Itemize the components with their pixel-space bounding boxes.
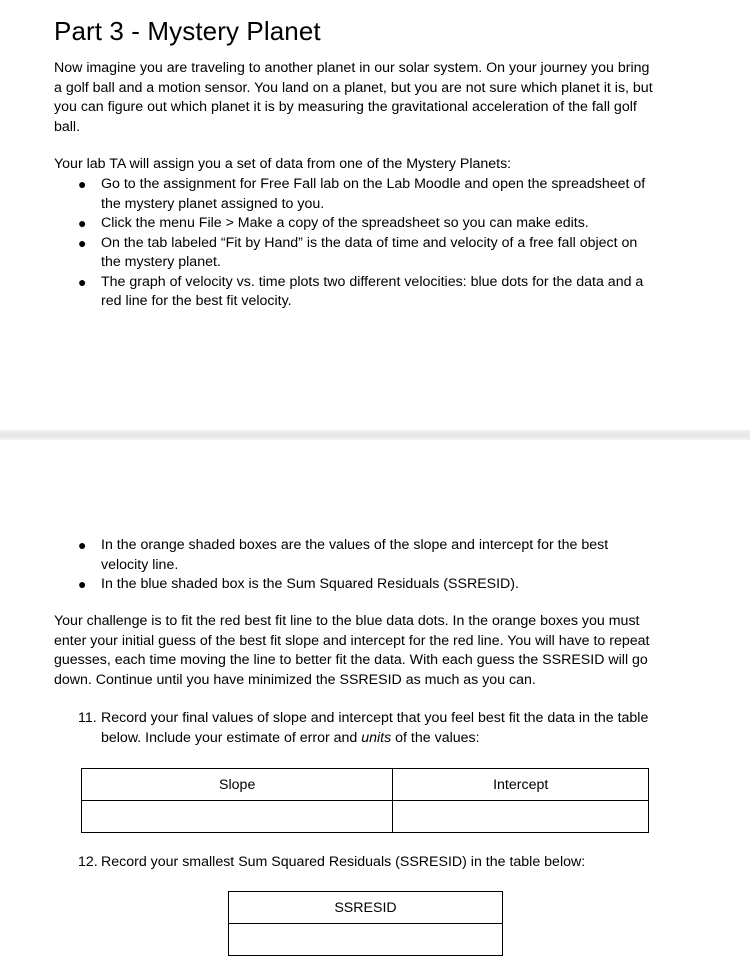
list-item: ● Go to the assignment for Free Fall lab on the Lab Moodle and open the spreadsheet of the mystery planet assigned to you. xyxy=(78,176,646,212)
bullet-icon: ● xyxy=(78,234,87,251)
challenge-line: guesses, each time moving the line to better fit the data. With each guess the SSRESID will go xyxy=(54,652,648,668)
intro-paragraph xyxy=(54,59,694,137)
ssresid-header: SSRESID xyxy=(229,892,503,924)
intro-line: Now imagine you are traveling to another planet in our solar system. On your journey you bring xyxy=(54,60,650,76)
slope-value-cell[interactable] xyxy=(82,801,393,833)
challenge-line: Your challenge is to fit the red best fit line to the blue data dots. In the orange boxes you must xyxy=(54,613,640,629)
question-number: 12. xyxy=(78,854,98,870)
page-1 xyxy=(0,0,750,430)
intro-line: you can figure out which planet it is by measuring the gravitational acceleration of the fall golf xyxy=(54,99,637,115)
slope-header: Slope xyxy=(82,769,393,801)
list-item: ● The graph of velocity vs. time plots two different velocities: blue dots for the data and a red line for the best fit velocity. xyxy=(78,273,644,309)
challenge-paragraph xyxy=(54,612,694,690)
list-item: ● In the orange shaded boxes are the values of the slope and intercept for the best velocity line. xyxy=(78,537,609,573)
intro-line: ball. xyxy=(54,118,81,135)
bullet-icon: ● xyxy=(78,273,87,290)
bullet-icon: ● xyxy=(78,176,87,192)
page-separator xyxy=(0,430,750,440)
list-item: ● In the blue shaded box is the Sum Squared Residuals (SSRESID). xyxy=(78,575,698,595)
instruction-list xyxy=(78,175,698,312)
shaded-box-list xyxy=(78,536,698,595)
intercept-header: Intercept xyxy=(393,769,649,801)
ssresid-table xyxy=(228,891,503,956)
assign-paragraph: Your lab TA will assign you a set of data from one of the Mystery Planets: xyxy=(54,156,512,172)
list-item: ● Click the menu File > Make a copy of the spreadsheet so you can make edits. xyxy=(78,214,698,234)
question-12: 12. Record your smallest Sum Squared Residuals (SSRESID) in the table below: xyxy=(78,853,678,873)
ssresid-value-cell[interactable] xyxy=(229,924,503,956)
list-item: ● On the tab labeled “Fit by Hand” is the data of time and velocity of a free fall object on the mystery planet. xyxy=(78,234,638,270)
challenge-line: down. Continue until you have minimized the SSRESID as much as you can. xyxy=(54,671,536,688)
intercept-value-cell[interactable] xyxy=(393,801,649,833)
intro-line: a golf ball and a motion sensor. You land on a planet, but you are not sure which planet it is, but xyxy=(54,79,653,96)
challenge-line: enter your initial guess of the best fit slope and intercept for the red line. You will have to repeat xyxy=(54,632,650,649)
question-11: 11. Record your final values of slope and intercept that you feel best fit the data in the table below. Include your estimate of error and units of the values: xyxy=(78,710,649,746)
bullet-icon: ● xyxy=(78,576,87,592)
page-title: Part 3 - Mystery Planet xyxy=(54,16,321,46)
page-2 xyxy=(0,440,750,968)
bullet-icon: ● xyxy=(78,215,87,231)
bullet-icon: ● xyxy=(78,537,87,553)
question-number: 11. xyxy=(78,710,97,726)
slope-intercept-table xyxy=(81,768,649,833)
